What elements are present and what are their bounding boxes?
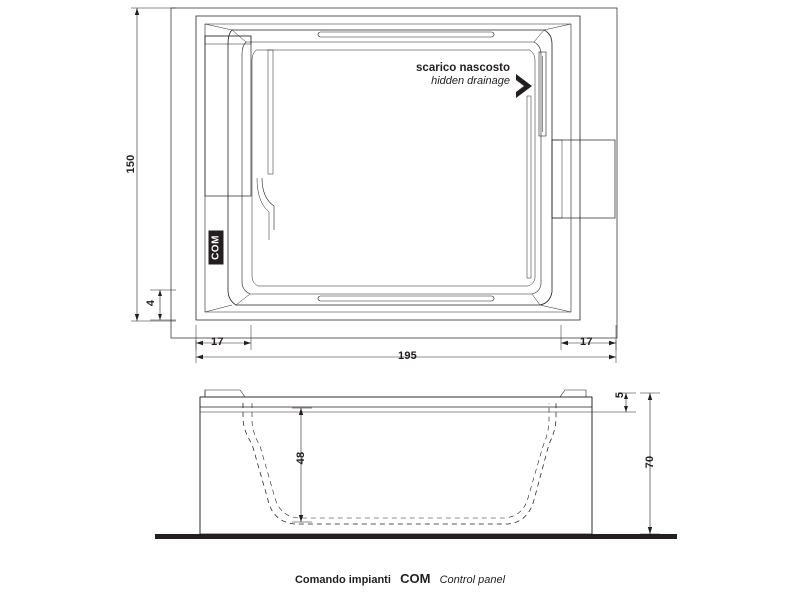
caption-english: Control panel bbox=[439, 574, 506, 586]
section-outer bbox=[200, 397, 592, 534]
dim-label-70: 70 bbox=[644, 455, 656, 469]
section-basin-dashed bbox=[243, 403, 556, 524]
drawing-caption bbox=[0, 571, 800, 586]
section-rim-plate bbox=[200, 397, 592, 407]
dim-label-150: 150 bbox=[125, 154, 137, 174]
caption-italian: Comando impianti bbox=[294, 574, 391, 586]
callout-text-italian: scarico nascosto bbox=[416, 62, 510, 74]
dim-label-17-left: 17 bbox=[211, 336, 224, 348]
dim-label-48: 48 bbox=[295, 451, 307, 465]
plan-side-groove bbox=[527, 96, 531, 278]
caption-code: COM bbox=[400, 571, 431, 586]
section-floor-line bbox=[155, 534, 677, 539]
plan-outer-frame bbox=[171, 8, 617, 338]
section-right-riser bbox=[560, 390, 586, 397]
hidden-drainage-callout bbox=[360, 62, 510, 88]
plan-left-curve bbox=[262, 178, 274, 230]
plan-right-panel bbox=[552, 140, 615, 218]
dim-label-195: 195 bbox=[398, 350, 417, 362]
dim-label-4: 4 bbox=[145, 299, 157, 307]
dim-label-17-right: 17 bbox=[580, 336, 593, 348]
plan-bottom-bar bbox=[318, 296, 494, 301]
plan-left-groove bbox=[268, 50, 273, 174]
callout-arrow-glyph bbox=[516, 74, 532, 98]
dim-label-5: 5 bbox=[614, 391, 626, 399]
com-panel-tag: COM bbox=[209, 231, 224, 265]
callout-text-english: hidden drainage bbox=[431, 75, 510, 88]
plan-top-bar bbox=[318, 32, 494, 37]
plan-right-panel-edge bbox=[552, 140, 562, 218]
section-left-riser bbox=[205, 390, 245, 397]
